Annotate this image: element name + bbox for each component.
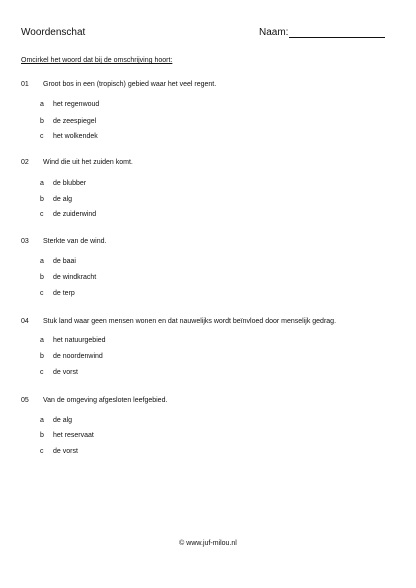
question-text: Stuk land waar geen mensen wonen en dat nauwelijks wordt beïnvloed door menselijk gedrag.: [43, 318, 337, 325]
name-write-line[interactable]: [289, 37, 385, 38]
question-text: Groot bos in een (tropisch) gebied waar het veel regent.: [43, 81, 217, 88]
option-text: het natuurgebied: [53, 337, 106, 344]
option-text: de blubber: [53, 180, 87, 187]
option-text: de vorst: [53, 448, 78, 455]
question-number: 05: [21, 397, 29, 404]
option-letter: c: [40, 290, 44, 297]
option-text: de baai: [53, 258, 76, 265]
option-letter: b: [40, 432, 44, 439]
question-text: Sterkte van de wind.: [43, 238, 107, 245]
option-letter: a: [40, 180, 44, 187]
question-number: 03: [21, 238, 29, 245]
option-letter: b: [40, 196, 44, 203]
option-text: de alg: [53, 196, 73, 203]
option-letter: c: [40, 369, 44, 376]
option-letter: a: [40, 258, 44, 265]
option-letter: c: [40, 448, 44, 455]
footer-copyright: © www.juf-milou.nl: [179, 540, 237, 547]
option-letter: b: [40, 353, 44, 360]
question-text: Wind die uit het zuiden komt.: [43, 159, 133, 166]
worksheet-title: Woordenschat: [21, 27, 86, 38]
option-text: de windkracht: [53, 274, 97, 281]
option-letter: a: [40, 337, 44, 344]
option-text: de noordenwind: [53, 353, 103, 360]
question-number: 04: [21, 318, 29, 325]
name-label: Naam:: [259, 27, 289, 38]
option-text: het regenwoud: [53, 101, 100, 108]
option-text: de zuiderwind: [53, 211, 97, 218]
instruction: Omcirkel het woord dat bij de omschrijving hoort:: [21, 57, 173, 64]
option-text: de alg: [53, 417, 73, 424]
option-letter: a: [40, 101, 44, 108]
question-number: 02: [21, 159, 29, 166]
question-text: Van de omgeving afgesloten leefgebied.: [43, 397, 168, 404]
option-letter: c: [40, 133, 44, 140]
option-text: de terp: [53, 290, 75, 297]
option-letter: b: [40, 118, 44, 125]
option-text: de vorst: [53, 369, 78, 376]
header: [21, 27, 386, 45]
option-text: het reservaat: [53, 432, 94, 439]
question-number: 01: [21, 81, 29, 88]
option-letter: a: [40, 417, 44, 424]
option-text: de zeespiegel: [53, 118, 97, 125]
option-letter: b: [40, 274, 44, 281]
option-text: het wolkendek: [53, 133, 98, 140]
option-letter: c: [40, 211, 44, 218]
